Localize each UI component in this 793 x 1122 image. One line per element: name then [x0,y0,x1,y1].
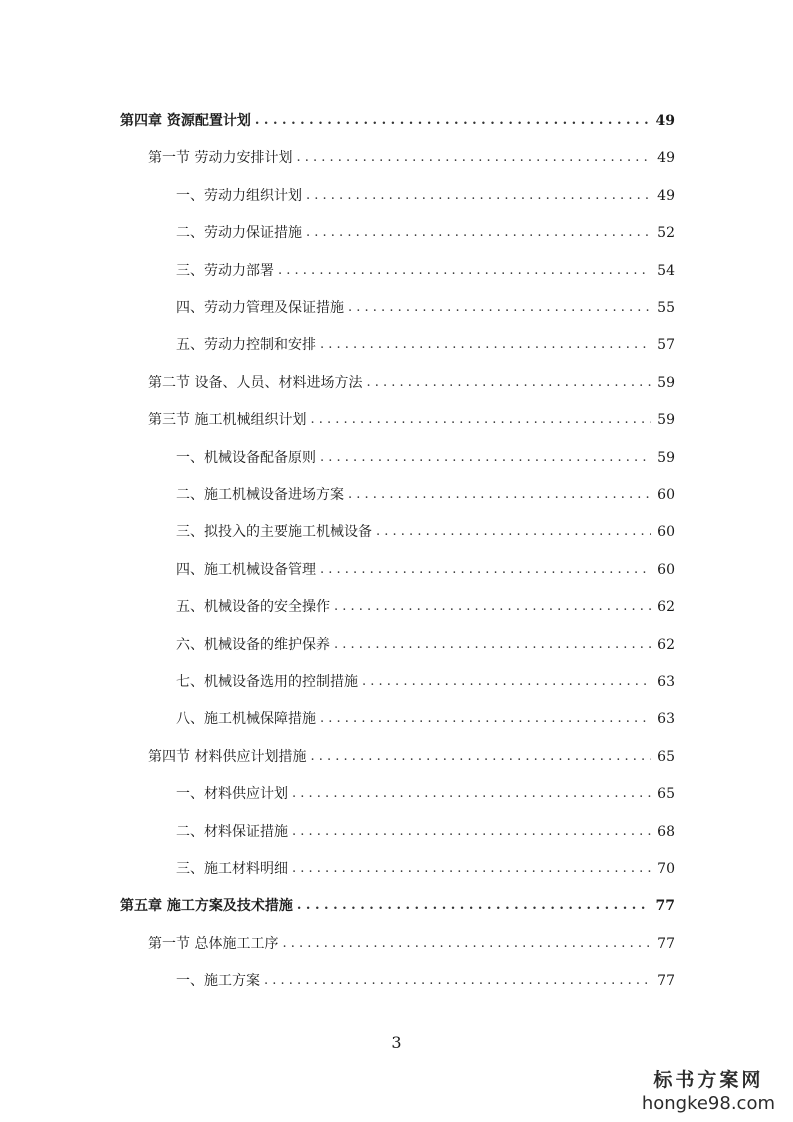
toc-entry-page: 62 [657,637,675,653]
toc-entry-title: 三、拟投入的主要施工机械设备 [176,524,372,540]
toc-entry[interactable] [148,933,675,955]
toc-entry-page: 49 [657,188,675,204]
toc-leader-dots [376,521,651,543]
toc-entry[interactable] [176,185,675,207]
toc-entry[interactable] [120,110,675,132]
toc-entry-page: 49 [657,150,675,166]
toc-entry-page: 59 [657,412,675,428]
toc-entry[interactable] [176,559,675,581]
toc-entry-page: 60 [657,487,675,503]
toc-leader-dots [306,222,651,244]
toc-entry[interactable] [176,671,675,693]
toc-entry-page: 65 [657,786,675,802]
toc-entry-page: 49 [655,113,675,129]
toc-entry[interactable] [148,147,675,169]
toc-entry[interactable] [176,821,675,843]
watermark-logo [642,1068,775,1116]
toc-entry[interactable] [176,260,675,282]
toc-entry-page: 59 [657,375,675,391]
toc-entry-title: 二、劳动力保证措施 [176,225,302,241]
toc-leader-dots [334,596,651,618]
toc-entry[interactable] [176,222,675,244]
toc-leader-dots [292,783,651,805]
toc-leader-dots [310,746,651,768]
toc-entry-page: 77 [657,936,675,952]
toc-entry-title: 第一节 劳动力安排计划 [148,150,293,166]
toc-leader-dots [296,147,651,169]
page-number: 3 [391,1033,402,1052]
toc-leader-dots [292,858,651,880]
toc-leader-dots [310,409,651,431]
toc-entry-page: 60 [657,562,675,578]
toc-entry-page: 77 [657,973,675,989]
toc-entry-title: 六、机械设备的维护保养 [176,637,330,653]
toc-entry-title: 第一节 总体施工工序 [148,936,279,952]
toc-leader-dots [255,110,650,132]
toc-entry[interactable] [176,447,675,469]
toc-entry-title: 五、劳动力控制和安排 [176,337,316,353]
toc-entry-page: 70 [657,861,675,877]
toc-entry-page: 63 [657,711,675,727]
toc-entry[interactable] [176,297,675,319]
toc-leader-dots [320,708,651,730]
toc-entry-page: 52 [657,225,675,241]
toc-entry[interactable] [176,708,675,730]
toc-entry[interactable] [120,895,675,917]
toc-entry-title: 七、机械设备选用的控制措施 [176,674,358,690]
toc-leader-dots [264,970,651,992]
toc-entry-title: 第二节 设备、人员、材料进场方法 [148,375,363,391]
watermark-title: 标书方案网 [653,1069,764,1091]
toc-entry-title: 一、材料供应计划 [176,786,288,802]
toc-entry-page: 55 [657,300,675,316]
toc-entry[interactable] [148,409,675,431]
toc-leader-dots [292,821,651,843]
toc-entry-title: 八、施工机械保障措施 [176,711,316,727]
toc-entry-page: 59 [657,450,675,466]
toc-entry[interactable] [176,970,675,992]
toc-entry[interactable] [176,484,675,506]
toc-leader-dots [348,297,651,319]
toc-leader-dots [348,484,651,506]
toc-entry[interactable] [176,783,675,805]
toc-leader-dots [282,933,651,955]
toc-entry[interactable] [176,858,675,880]
toc-entry-page: 62 [657,599,675,615]
toc-leader-dots [320,447,651,469]
toc-entry-title: 第四章 资源配置计划 [120,113,251,129]
toc-entry-page: 60 [657,524,675,540]
toc-entry-page: 77 [655,898,675,914]
toc-entry[interactable] [176,596,675,618]
toc-entry-page: 63 [657,674,675,690]
toc-leader-dots [366,372,651,394]
toc-entry-title: 三、劳动力部署 [176,263,274,279]
toc-entry-title: 第五章 施工方案及技术措施 [120,898,293,914]
toc-entry-page: 57 [657,337,675,353]
toc-entry-title: 一、机械设备配备原则 [176,450,316,466]
toc-leader-dots [334,634,651,656]
toc-entry[interactable] [148,746,675,768]
toc-entry[interactable] [176,634,675,656]
toc-entry[interactable] [176,334,675,356]
toc-leader-dots [297,895,650,917]
toc-leader-dots [306,185,651,207]
toc-entry[interactable] [176,521,675,543]
toc-entry-page: 68 [657,824,675,840]
toc-entry-title: 一、施工方案 [176,973,260,989]
toc-leader-dots [320,334,651,356]
toc-entry-title: 三、施工材料明细 [176,861,288,877]
toc-leader-dots [278,260,651,282]
toc-entry-page: 54 [657,263,675,279]
toc-entry-title: 四、劳动力管理及保证措施 [176,300,344,316]
toc-entry-title: 一、劳动力组织计划 [176,188,302,204]
toc-entry[interactable] [148,372,675,394]
watermark-url: hongke98.com [641,1093,775,1114]
toc-leader-dots [320,559,651,581]
toc-entry-title: 二、材料保证措施 [176,824,288,840]
toc-entry-title: 第四节 材料供应计划措施 [148,749,307,765]
toc-leader-dots [362,671,651,693]
toc-entry-title: 五、机械设备的安全操作 [176,599,330,615]
toc-entry-title: 四、施工机械设备管理 [176,562,316,578]
toc-entry-title: 第三节 施工机械组织计划 [148,412,307,428]
toc-entry-page: 65 [657,749,675,765]
toc-entry-title: 二、施工机械设备进场方案 [176,487,344,503]
